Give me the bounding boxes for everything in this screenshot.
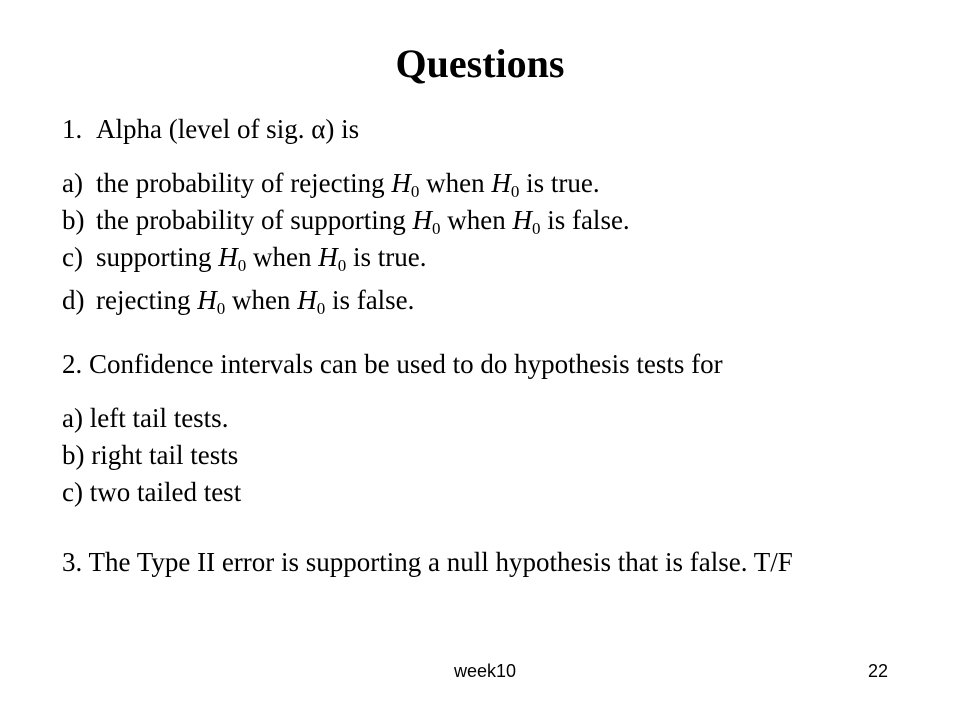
q2-option-a: a) left tail tests.	[62, 403, 229, 433]
q1-option-d	[62, 283, 414, 317]
question-1	[62, 112, 359, 146]
q2-option-b: b) right tail tests	[62, 440, 239, 470]
question-1-number: 1.	[62, 114, 83, 144]
option-text: when	[246, 242, 319, 272]
h0-symbol: $H_0$	[391, 168, 420, 201]
option-text: is false.	[540, 205, 630, 235]
option-text: when	[440, 205, 513, 235]
option-label: d)	[62, 285, 85, 315]
question-3-prompt: 3. The Type II error is supporting a null hypothesis that is false. T/F	[62, 547, 793, 577]
h0-symbol: $H_0$	[297, 285, 326, 318]
option-text: is false.	[325, 285, 415, 315]
page-number: 22	[868, 661, 889, 681]
h0-symbol: $H_0$	[412, 205, 441, 238]
h0-symbol: $H_0$	[491, 168, 520, 201]
q1-option-c	[62, 240, 427, 274]
option-text: supporting	[96, 242, 219, 272]
option-text: the probability of supporting	[96, 205, 413, 235]
h0-symbol: $H_0$	[197, 285, 226, 318]
option-label: a)	[62, 168, 83, 198]
option-label: b)	[62, 205, 85, 235]
option-text: when	[225, 285, 298, 315]
slide-title: Questions	[395, 41, 565, 86]
h0-symbol: $H_0$	[512, 205, 541, 238]
h0-symbol: $H_0$	[318, 242, 347, 275]
question-1-prompt: Alpha (level of sig. α) is	[96, 114, 360, 144]
option-text: rejecting	[96, 285, 198, 315]
option-text: is true.	[519, 168, 600, 198]
option-text: is true.	[346, 242, 427, 272]
question-2-prompt: 2. Confidence intervals can be used to do hypothesis tests for	[62, 349, 723, 379]
option-label: c)	[62, 242, 83, 272]
q1-option-a	[62, 166, 600, 200]
option-text: when	[419, 168, 492, 198]
option-text: the probability of rejecting	[96, 168, 392, 198]
q1-option-b	[62, 203, 630, 237]
h0-symbol: $H_0$	[218, 242, 247, 275]
footer-label: week10	[454, 661, 517, 681]
q2-option-c: c) two tailed test	[62, 477, 242, 507]
